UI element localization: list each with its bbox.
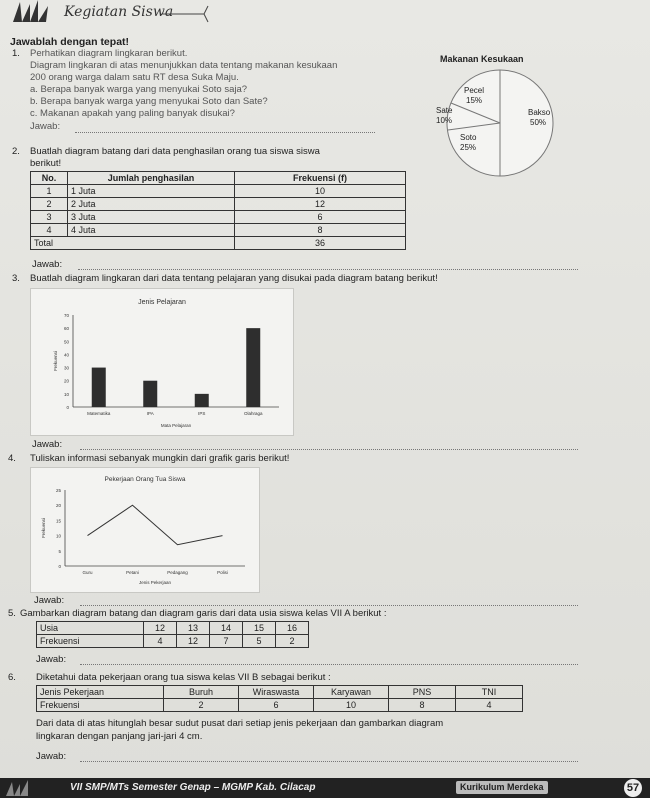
- header-title: Kegiatan Siswa: [64, 4, 174, 20]
- table-cell: 12: [144, 622, 177, 635]
- table-header: Jumlah penghasilan: [68, 172, 235, 185]
- table-row: [31, 224, 406, 237]
- table-cell: 8: [235, 224, 406, 237]
- table-cell: 12: [235, 198, 406, 211]
- table-cell: 13: [177, 622, 210, 635]
- table-total-row: [31, 237, 406, 250]
- table-row-label: Jenis Pekerjaan: [37, 686, 164, 699]
- table-cell: 2: [276, 635, 309, 648]
- q6-answer-line: [80, 761, 578, 762]
- table-cell: Buruh: [164, 686, 239, 699]
- q1-line2: Diagram lingkaran di atas menunjukkan data tentang makanan kesukaan: [30, 60, 338, 71]
- q1-part-b: b. Berapa banyak warga yang menyukai Soto dan Sate?: [30, 96, 268, 107]
- q2-answer-line: [78, 269, 578, 270]
- bar-y-tick-label: 70: [63, 313, 69, 318]
- q5-number: 5.: [8, 608, 16, 619]
- footer-title: VII SMP/MTs Semester Genap – MGMP Kab. Cilacap: [70, 782, 316, 793]
- table-header-row: [31, 172, 406, 185]
- table-header: Frekuensi (f): [235, 172, 406, 185]
- bar-chart-box: [30, 288, 294, 436]
- q3-answer-line: [80, 449, 578, 450]
- line-chart-title: Pekerjaan Orang Tua Siswa: [104, 476, 186, 483]
- page-number: 57: [624, 779, 642, 797]
- table-cell: Wiraswasta: [239, 686, 314, 699]
- bar-x-tick-label: Olahraga: [243, 411, 263, 416]
- line-x-tick-label: Petani: [126, 570, 139, 575]
- table-cell: 4: [31, 224, 68, 237]
- q1-jawab: Jawab:: [30, 121, 61, 132]
- footer-grass-icon: [4, 780, 44, 796]
- instruction: Jawablah dengan tepat!: [10, 36, 130, 48]
- pie-pct-sate: 10%: [436, 116, 453, 125]
- line-chart-box: [30, 467, 260, 593]
- line-y-tick-label: 15: [55, 518, 61, 524]
- income-table: [30, 171, 406, 250]
- table-total-label: Total: [31, 237, 235, 250]
- bar: [195, 394, 209, 407]
- q5-answer-line: [80, 664, 578, 665]
- table-cell: TNI: [456, 686, 523, 699]
- job-table: [36, 685, 523, 712]
- pie-label-soto: Soto: [460, 133, 477, 142]
- q1-line3: 200 orang warga dalam satu RT desa Suka Maju.: [30, 72, 239, 83]
- age-table: [36, 621, 309, 648]
- table-cell: 10: [235, 185, 406, 198]
- bar-y-tick-label: 50: [63, 339, 69, 345]
- q3-text: Buatlah diagram lingkaran dari data tentang pelajaran yang disukai pada diagram batang berikut!: [30, 273, 438, 284]
- q4-jawab: Jawab:: [34, 595, 65, 606]
- q1-line1: Perhatikan diagram lingkaran berikut.: [30, 48, 188, 59]
- table-cell: 10: [314, 699, 389, 712]
- q4-text: Tuliskan informasi sebanyak mungkin dari grafik garis berikut!: [30, 453, 290, 464]
- table-cell: 1 Juta: [68, 185, 235, 198]
- table-cell: 6: [235, 211, 406, 224]
- table-row: [37, 635, 309, 648]
- bar-y-tick-label: 30: [63, 365, 69, 371]
- table-total-value: 36: [235, 237, 406, 250]
- pie-title: Makanan Kesukaan: [440, 54, 524, 64]
- table-cell: 2: [164, 699, 239, 712]
- bar: [143, 381, 157, 407]
- line-y-tick-label: 10: [55, 533, 61, 539]
- q2-jawab: Jawab:: [32, 259, 63, 270]
- table-cell: 15: [243, 622, 276, 635]
- q4-number: 4.: [8, 453, 16, 464]
- line-x-tick-label: Pedagang: [167, 570, 188, 575]
- table-cell: 7: [210, 635, 243, 648]
- table-cell: 4: [456, 699, 523, 712]
- q6-number: 6.: [8, 672, 16, 683]
- q6-line2: lingkaran dengan panjang jari-jari 4 cm.: [36, 731, 203, 742]
- q1-answer-line: [75, 132, 375, 133]
- q1-number: 1.: [12, 48, 20, 59]
- table-cell: 16: [276, 622, 309, 635]
- q3-number: 3.: [12, 273, 20, 284]
- table-cell: 1: [31, 185, 68, 198]
- q1-part-a: a. Berapa banyak warga yang menyukai Soto saja?: [30, 84, 248, 95]
- bar-x-axis-label: Mata Pelajaran: [160, 423, 192, 428]
- table-cell: 2: [31, 198, 68, 211]
- line-y-tick-label: 5: [58, 548, 61, 554]
- table-row-label: Frekuensi: [37, 699, 164, 712]
- q3-jawab: Jawab:: [32, 439, 63, 450]
- table-cell: 6: [239, 699, 314, 712]
- table-row-label: Frekuensi: [37, 635, 144, 648]
- table-row-label: Usia: [37, 622, 144, 635]
- table-cell: 8: [389, 699, 456, 712]
- bar-x-tick-label: Matematika: [87, 411, 111, 416]
- q6-line1: Dari data di atas hitunglah besar sudut pusat dari setiap jenis pekerjaan dan gambarkan diagram: [36, 718, 444, 729]
- table-cell: PNS: [389, 686, 456, 699]
- table-row: [31, 198, 406, 211]
- table-cell: 3 Juta: [68, 211, 235, 224]
- pie-pct-soto: 25%: [460, 143, 477, 152]
- q6-text: Diketahui data pekerjaan orang tua siswa kelas VII B sebagai berikut :: [36, 672, 331, 683]
- line-x-tick-label: Polisi: [217, 570, 228, 575]
- line-series: [88, 505, 223, 545]
- table-row: [31, 211, 406, 224]
- bar-y-tick-label: 20: [63, 378, 69, 384]
- pie-label-bakso: Bakso: [528, 108, 551, 117]
- table-row: [37, 699, 523, 712]
- bar-y-tick-label: 40: [63, 352, 69, 358]
- table-cell: 2 Juta: [68, 198, 235, 211]
- bar: [92, 368, 106, 407]
- pie-pct-pecel: 15%: [466, 96, 483, 105]
- line-x-axis-label: Jenis Pekerjaan: [138, 580, 172, 585]
- table-cell: 14: [210, 622, 243, 635]
- bar-chart-title: Jenis Pelajaran: [138, 299, 186, 306]
- table-cell: 4 Juta: [68, 224, 235, 237]
- table-header: No.: [31, 172, 68, 185]
- grass-logo-icon: [8, 0, 58, 22]
- q6-jawab: Jawab:: [36, 751, 67, 762]
- footer-bar: [0, 778, 650, 798]
- curriculum-badge: Kurikulum Merdeka: [456, 781, 548, 794]
- table-cell: 3: [31, 211, 68, 224]
- line-y-axis-label: Frekuensi: [41, 518, 46, 538]
- bar: [246, 328, 260, 407]
- table-cell: 12: [177, 635, 210, 648]
- table-row: [31, 185, 406, 198]
- q2-number: 2.: [12, 146, 20, 157]
- bar-chart: [31, 289, 293, 435]
- line-chart: [31, 468, 259, 592]
- table-row: [37, 686, 523, 699]
- q5-jawab: Jawab:: [36, 654, 67, 665]
- bar-x-tick-label: IPA: [146, 411, 154, 416]
- q1-part-c: c. Makanan apakah yang paling banyak disukai?: [30, 108, 235, 119]
- q5-text: Gambarkan diagram batang dan diagram garis dari data usia siswa kelas VII A berikut :: [20, 608, 387, 619]
- table-row: [37, 622, 309, 635]
- table-cell: Karyawan: [314, 686, 389, 699]
- pie-pct-bakso: 50%: [530, 118, 547, 127]
- q2-line2: berikut!: [30, 158, 62, 169]
- table-cell: 5: [243, 635, 276, 648]
- header-arrow-decoration: [160, 4, 210, 24]
- bar-y-tick-label: 60: [63, 326, 69, 332]
- table-cell: 4: [144, 635, 177, 648]
- line-y-tick-label: 0: [58, 564, 61, 569]
- bar-y-tick-label: 0: [66, 405, 69, 410]
- pie-label-pecel: Pecel: [464, 86, 485, 95]
- q4-answer-line: [80, 605, 578, 606]
- line-x-tick-label: Guru: [82, 570, 93, 575]
- line-y-tick-label: 20: [55, 503, 61, 509]
- bar-x-tick-label: IPS: [198, 411, 206, 416]
- pie-label-sate: Sate: [436, 106, 453, 115]
- bar-y-tick-label: 10: [63, 391, 69, 397]
- bar-y-axis-label: Frekuensi: [53, 351, 58, 371]
- line-y-tick-label: 25: [55, 488, 61, 493]
- q2-line1: Buatlah diagram batang dari data penghasilan orang tua siswa siswa: [30, 146, 320, 157]
